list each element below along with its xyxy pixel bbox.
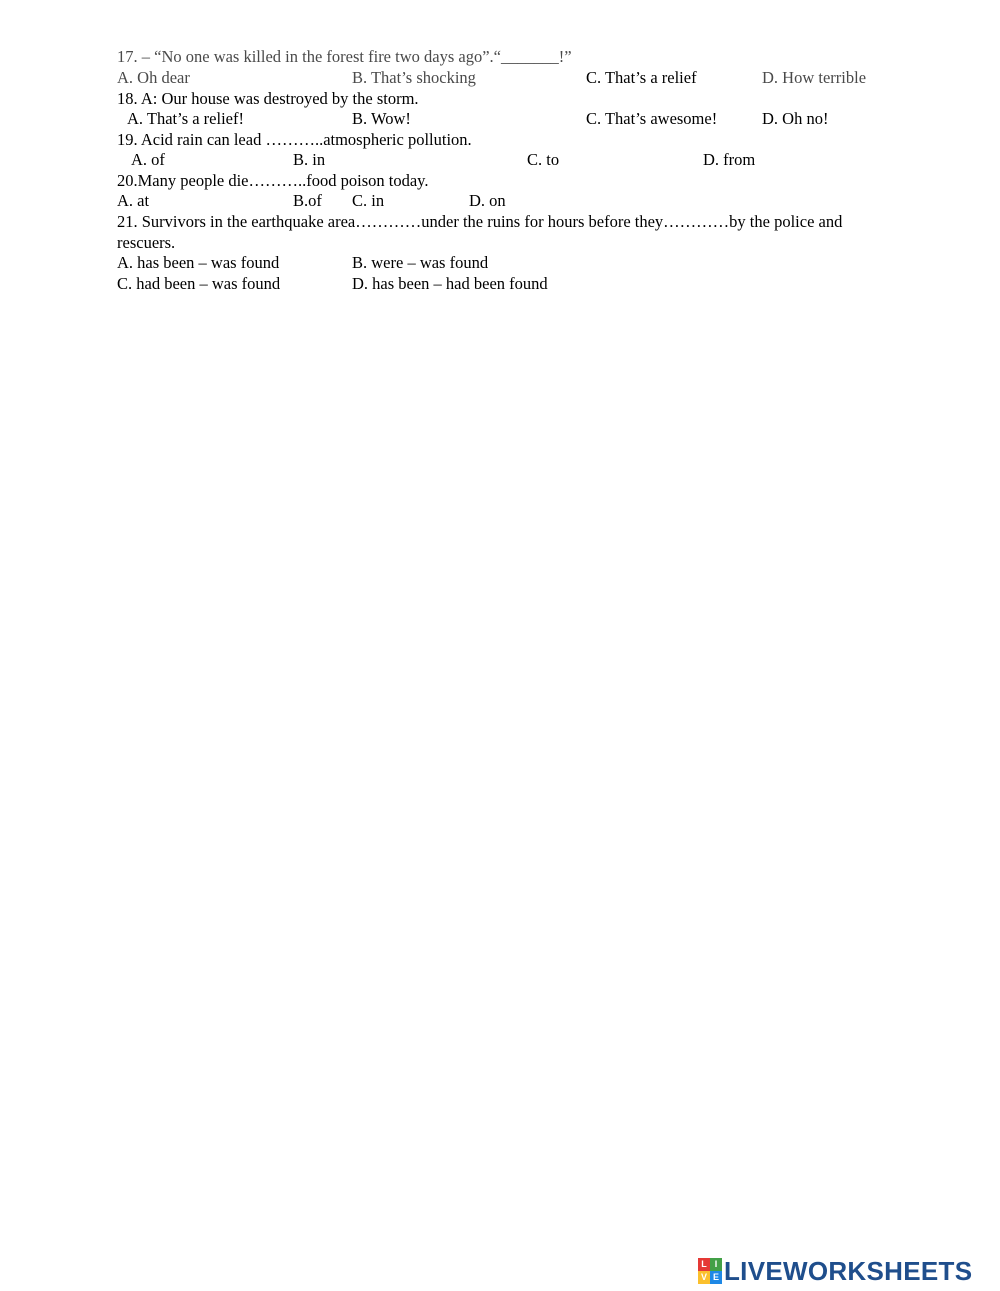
- logo-letter-l: L: [698, 1258, 710, 1271]
- question-19-option-d: D. from: [703, 150, 756, 169]
- question-18-option-c: C. That’s awesome!: [586, 109, 718, 128]
- question-17-option-a: A. Oh dear: [117, 68, 190, 87]
- liveworksheets-wordmark: LIVEWORKSHEETS: [724, 1256, 973, 1286]
- question-21-stem-part-1: 21. Survivors in the earthquake area…………under the ruins for hours before they…………by the police and: [117, 212, 843, 231]
- question-19-option-c: C. to: [527, 150, 560, 169]
- liveworksheets-logo-icon: [698, 1258, 722, 1284]
- question-18-option-d: D. Oh no!: [762, 109, 829, 128]
- logo-letter-i: I: [710, 1258, 722, 1271]
- question-21-option-b: B. were – was found: [352, 253, 489, 272]
- question-18-option-b: B. Wow!: [352, 109, 411, 128]
- question-17-stem: 17. – “No one was killed in the forest fire two days ago”.“_______!”: [117, 47, 572, 66]
- question-17-option-b: B. That’s shocking: [352, 68, 476, 87]
- question-20-option-c: C. in: [352, 191, 385, 210]
- question-21-option-a: A. has been – was found: [117, 253, 280, 272]
- question-21-stem-part-2: rescuers.: [117, 233, 176, 252]
- question-19-stem: 19. Acid rain can lead ………..atmospheric pollution.: [117, 130, 472, 149]
- question-20-stem: 20.Many people die………..food poison today.: [117, 171, 429, 190]
- question-20-option-a: A. at: [117, 191, 150, 210]
- question-21-option-c: C. had been – was found: [117, 274, 281, 293]
- question-20-option-b: B.of: [293, 191, 322, 210]
- question-21-option-d: D. has been – had been found: [352, 274, 548, 293]
- question-19-option-b: B. in: [293, 150, 326, 169]
- question-18-option-a: A. That’s a relief!: [127, 109, 244, 128]
- question-18-stem: 18. A: Our house was destroyed by the storm.: [117, 89, 419, 108]
- question-17-option-d: D. How terrible: [762, 68, 867, 87]
- question-17-option-c: C. That’s a relief: [586, 68, 697, 87]
- liveworksheets-logo: [698, 1257, 972, 1285]
- logo-letter-v: V: [698, 1271, 710, 1284]
- logo-letter-e: E: [710, 1271, 722, 1284]
- question-20-option-d: D. on: [469, 191, 506, 210]
- question-19-option-a: A. of: [131, 150, 165, 169]
